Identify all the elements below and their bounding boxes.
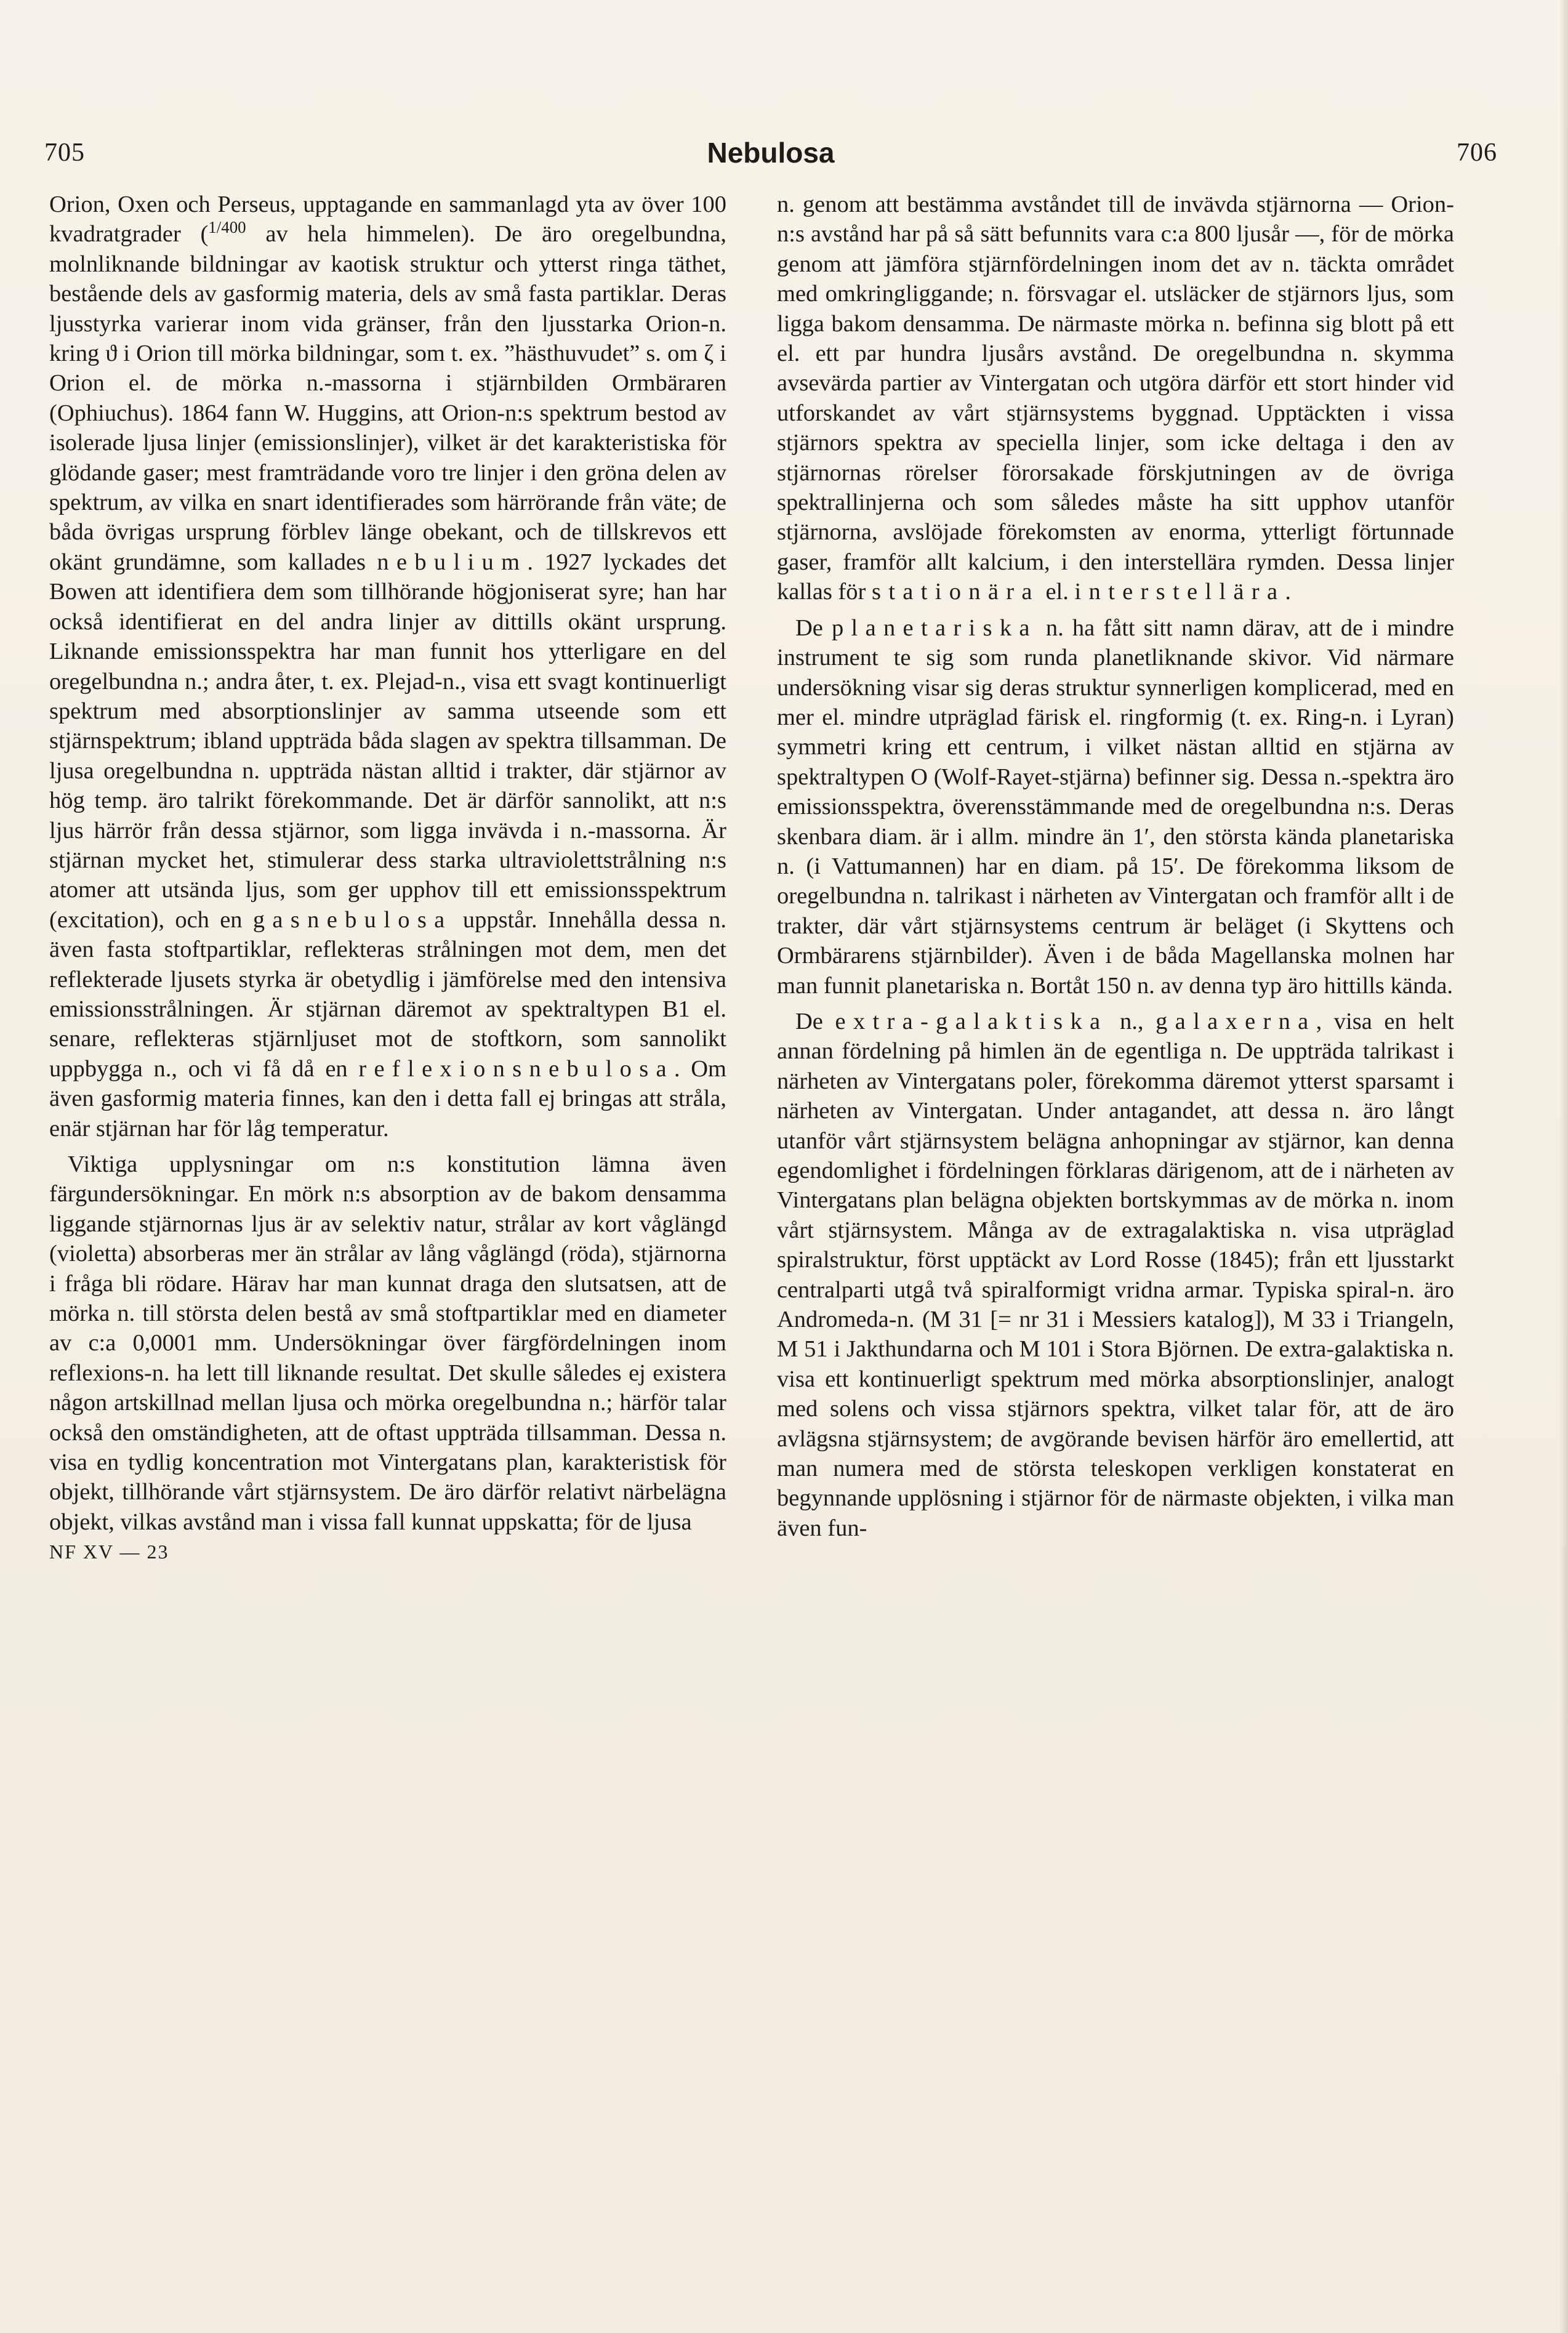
right-paragraph-3 [777, 1007, 1454, 1543]
text-run: De [795, 1008, 835, 1034]
page-number-left: 705 [44, 139, 85, 167]
right-column [777, 190, 1454, 1543]
text-run: n. ha fått sitt namn därav, att de i mindre instrument te sig som runda planetliknande skivor. Vid närmare undersökning visar sig deras struktur synnerligen komplicerad, med en mer el. mindre utpräglad färisk el. ringformig (t. ex. Ring-n. i Lyran) symmetri kring ett centrum, i vilket nästan alltid en stjärna av spektraltypen O (Wolf-Rayet-stjärna) befinner sig. Dessa n.-spektra äro emissionsspektra, överensstämmande med de oregelbundna n:s. Deras skenbara diam. är i allm. mindre än 1′, den största kända planetariska n. (i Vattumannen) har en diam. på 15′. De förekomma liksom de oregelbundna n. talrikast i närheten av Vintergatan och framför allt i de trakter, där vårt stjärnsystems centrum är beläget (i Skyttens och Ormbärarens stjärnbilder). Även i de båda Magellanska molnen har man funnit planetariska n. Bortåt 150 n. av denna typ äro hittills kända. [777, 614, 1454, 999]
term-gasnebulosa: gasnebulosa [252, 906, 452, 933]
term-reflexionsnebulosa: reflexionsnebulosa [358, 1055, 674, 1082]
text-run: uppstår. Innehålla dessa n. även fasta stoftpartiklar, reflekteras strålningen mot dem, men det reflekterade ljusets styrka är obetydlig i jämförelse med den intensiva emissionsstrålningen. Är stjärnan däremot av spektraltypen B1 el. senare, reflekteras stjärnljuset mot de stoftkorn, som sannolikt uppbygga n., och vi få då en [49, 906, 726, 1082]
term-galaxerna: galaxerna [1156, 1008, 1316, 1034]
text-run: Orion, Oxen och Perseus, upptagande en sammanlagd yta av över 100 kvadratgrader ( [49, 191, 726, 248]
page-edge-shadow [1559, 0, 1568, 2333]
text-run: el. [1039, 579, 1075, 605]
page-title: Nebulosa [707, 137, 835, 169]
text-run: . Om även gasformig materia finnes, kan den i detta fall ej bringas att stråla, enär stjärnan har för låg temperatur. [49, 1055, 726, 1142]
term-planetariska: planetariska [831, 614, 1037, 641]
left-paragraph-1 [49, 190, 726, 1143]
text-run: n., [1108, 1008, 1156, 1034]
text-run: De [795, 614, 832, 641]
left-paragraph-2: Viktiga upplysningar om n:s konstitution lämna även färgundersökningar. En mörk n:s absorption av de bakom densamma liggande stjärnornas ljus är av selektiv natur, strålar av kort våglängd (violetta) absorberas mer än strålar av lång våglängd (röda), stjärnorna i fråga bli rödare. Härav har man kunnat draga den slutsatsen, att de mörka n. till största delen bestå av små stoftpartiklar med en diameter av c:a 0,0001 mm. Undersökningar över färgfördelningen inom reflexions-n. ha lett till liknande resultat. Det skulle således ej existera någon artskillnad mellan ljusa och mörka oregelbundna n.; härför talar också den omständigheten, att de oftast uppträda tillsamman. Dessa n. visa en tydlig koncentration mot Vintergatans plan, karakteristisk för objekt, tillhörande vårt stjärnsystem. De äro därför relativt närbelägna objekt, vilkas avstånd man i vissa fall kunnat uppskatta; för de ljusa [49, 1151, 726, 1535]
signature-mark: NF XV — 23 [49, 1541, 169, 1563]
term-extragalaktiska: extra-galaktiska [835, 1008, 1108, 1034]
left-column [49, 190, 726, 1564]
text-run: . [1285, 579, 1291, 605]
running-head [44, 134, 1497, 177]
right-paragraph-2 [777, 613, 1454, 1001]
fraction: 1/400 [208, 218, 246, 237]
right-paragraph-1 [777, 190, 1454, 607]
page-number-right: 706 [1457, 139, 1497, 167]
text-run: n. genom att bestämma avståndet till de invävda stjärnorna — Orion-n:s avstånd har på så sätt befunnits vara c:a 800 ljusår —, för de mörka genom att jämföra stjärnfördelningen inom det av n. täckta området med omkringliggande; n. försvagar el. utsläcker de stjärnors ljus, som ligga bakom densamma. De närmaste mörka n. befinna sig blott på ett el. ett par hundra ljusårs avstånd. De oregelbundna n. skymma avsevärda partier av Vintergatan och utgöra därför ett stort hinder vid utforskandet av vårt stjärnsystems byggnad. Upptäckten i vissa stjärnors spektra av speciella linjer, som icke deltaga i den av stjärnornas rörelser förorsakade förskjutningen av de övriga spektrallinjerna och som således måste ha sitt upphov utanför stjärnorna, avslöjade förekomsten av enorma, ytterligt förtunnade gaser, framför allt kalcium, i den interstellära rymden. Dessa linjer kallas för [777, 191, 1454, 605]
text-run: . 1927 lyckades det Bowen att identifiera dem som tillhörande högjoniserat syre; han har också identifierat en del andra linjer av dittills okänt ursprung. Liknande emissionsspektra har man funnit hos ytterligare en del oregelbundna n.; andra åter, t. ex. Plejad-n., visa ett svagt kontinuerligt spektrum med absorptionslinjer av samma utseende som ett stjärnspektrum; ibland uppträda båda slagen av spektra tillsamman. De ljusa oregelbundna n. uppträda nästan alltid i trakter, där stjärnor av hög temp. äro talrikt förekommande. Det är därför sannolikt, att n:s ljus härrör från dessa stjärnor, som ligga invävda i n.-massorna. Är stjärnan mycket het, stimulerar dess starka ultraviolettstrålning n:s atomer att utsända ljus, som ger upphov till ett emissionsspektrum (excitation), och en [49, 549, 726, 933]
term-nebulium: nebulium [377, 549, 528, 575]
term-stationara: stationära [871, 579, 1040, 605]
term-interstellara: interstellära [1074, 579, 1285, 605]
text-run: av hela himmelen). De äro oregelbundna, molnliknande bildningar av kaotisk struktur och ytterst ringa täthet, bestående dels av gasformig materia, dels av små fasta partiklar. Deras ljusstyrka varierar inom vida gränser, från den ljusstarka Orion-n. kring ϑ i Orion till mörka bildningar, som t. ex. ”hästhuvudet” s. om ζ i Orion el. de mörka n.-massorna i stjärnbilden Ormbäraren (Ophiuchus). 1864 fann W. Huggins, att Orion-n:s spektrum bestod av isolerade ljusa linjer (emissionslinjer), vilket är det karakteristiska för glödande gaser; mest framträdande voro tre linjer i den gröna delen av spektrum, av vilka en snart identifierades som härrörande från väte; de båda övrigas ursprung förblev länge obekant, och de tillskrevos ett okänt grundämne, som kallades [49, 221, 726, 575]
text-run: , visa en helt annan fördelning på himlen än de egentliga n. De uppträda talrikast i närheten av Vintergatans poler, förekomma däremot ytterst sparsamt i närheten av Vintergatan. Under antagandet, att dessa n. äro långt utanför vårt stjärnsystem belägna anhopningar av stjärnor, kan denna egendomlighet i fördelningen förklaras därigenom, att de i närheten av Vintergatans plan belägna objekten bortskymmas av de mörka n. inom vårt stjärnsystem. Många av de extragalaktiska n. visa utpräglad spiralstruktur, först upptäckt av Lord Rosse (1845); från ett ljusstarkt centralparti utgå två spiralformigt vridna armar. Typiska spiral-n. äro Andromeda-n. (M 31 [= nr 31 i Messiers katalog]), M 33 i Triangeln, M 51 i Jakthundarna och M 101 i Stora Björnen. De extra-galaktiska n. visa ett kontinuerligt spektrum med mörka absorptionslinjer, analogt med solens och vissa stjärnors spektra, vilket talar för, att de äro avlägsna stjärnsystem; de avgörande bevisen härför äro emellertid, att man numera med de största teleskopen verkligen konstaterat en begynnande upplösning i stjärnor för de närmaste objekten, i vilka man även fun- [777, 1008, 1455, 1541]
